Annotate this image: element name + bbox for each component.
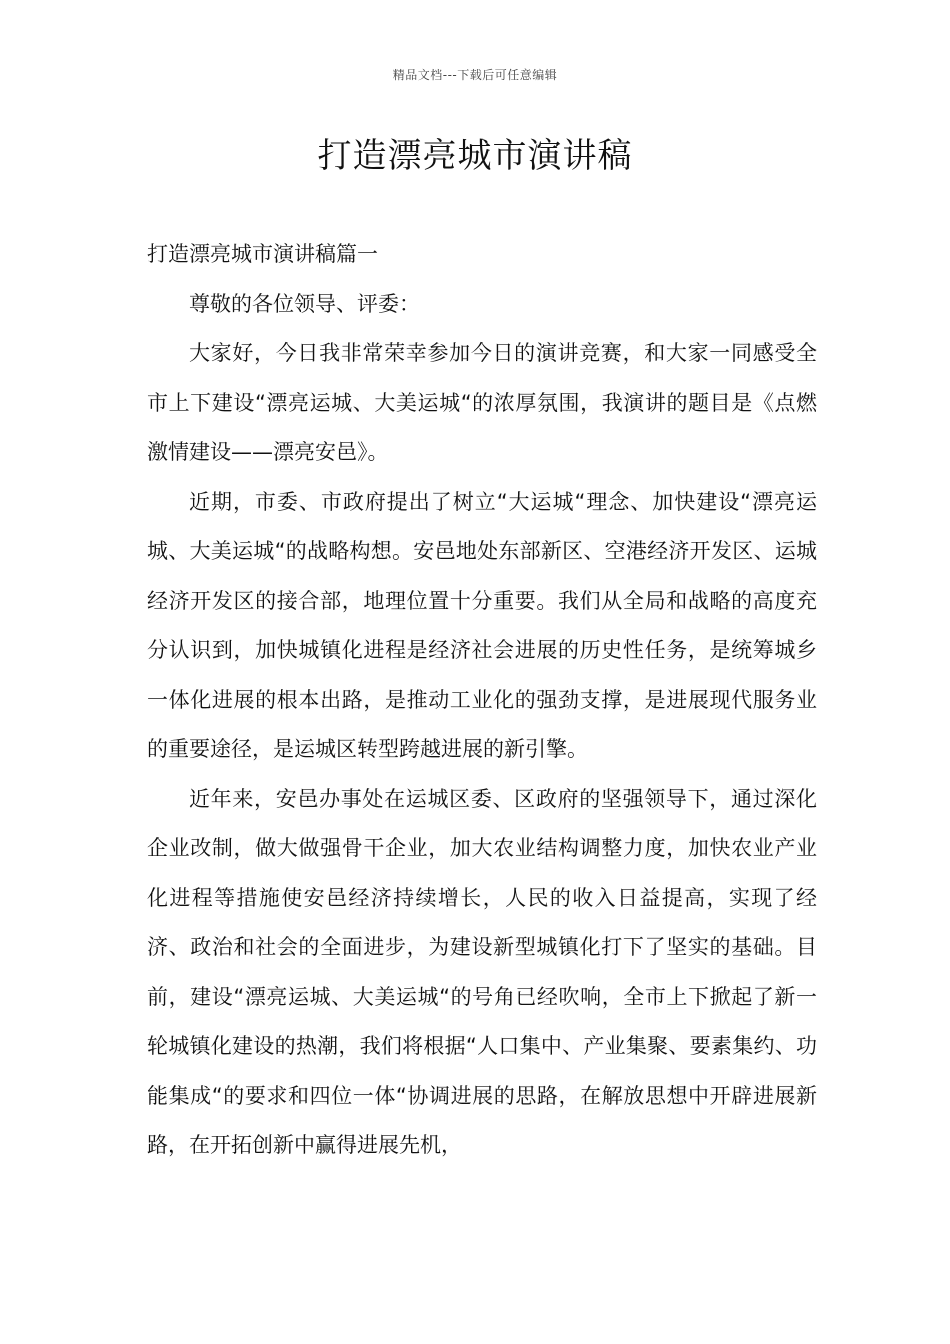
section-heading: 打造漂亮城市演讲稿篇一 <box>147 242 378 266</box>
document-body <box>147 230 817 1171</box>
salutation: 尊敬的各位领导、评委： <box>189 291 420 316</box>
document-title: 打造漂亮城市演讲稿 <box>317 136 633 176</box>
page-header: 精品文档---下载后可任意编辑 <box>392 68 558 82</box>
paragraph-2: 近期，市委、市政府提出了树立“大运城“理念、加快建设“漂亮运城、大美运城“的战略构想。安邑地处东部新区、空港经济开发区、运城经济开发区的接合部，地理位置十分重要。我们从全局和战略的高度充分认识到，加快城镇化进程是经济社会进展的历史性任务，是统筹城乡一体化进展的根本出路，是推动工业化的强劲支撑，是进展现代服务业的重要途径，是运城区转型跨越进展的新引擎。 <box>147 489 817 761</box>
paragraph-3: 近年来，安邑办事处在运城区委、区政府的坚强领导下，通过深化企业改制，做大做强骨干企业，加大农业结构调整力度，加快农业产业化进程等措施使安邑经济持续增长，人民的收入日益提高，实现了经济、政治和社会的全面进步，为建设新型城镇化打下了坚实的基础。目前，建设“漂亮运城、大美运城“的号角已经吹响，全市上下掀起了新一轮城镇化建设的热潮，我们将根据“人口集中、产业集聚、要素集约、功能集成“的要求和四位一体“协调进展的思路，在解放思想中开辟进展新路，在开拓创新中赢得进展先机， <box>147 786 817 1157</box>
paragraph-1: 大家好，今日我非常荣幸参加今日的演讲竞赛，和大家一同感受全市上下建设“漂亮运城、大美运城“的浓厚氛围，我演讲的题目是《点燃激情建设——漂亮安邑》。 <box>147 341 817 464</box>
